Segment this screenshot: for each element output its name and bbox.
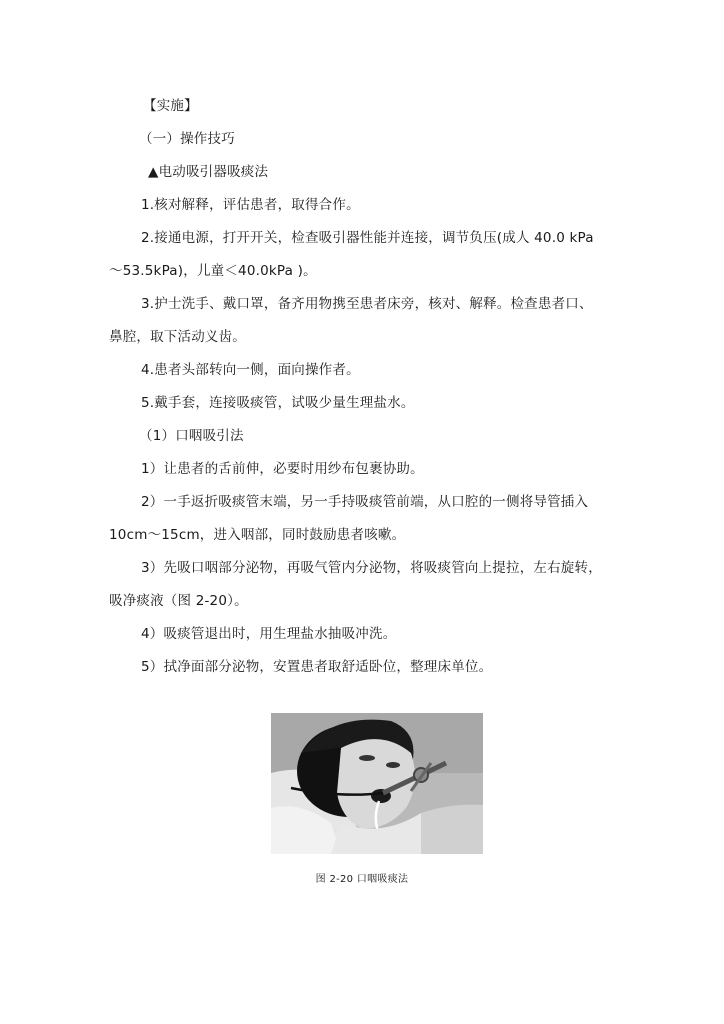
section-heading: 【实施】 <box>143 98 198 114</box>
paragraph-line: 10cm～15cm，进入咽部，同时鼓励患者咳嗽。 <box>109 527 406 543</box>
paragraph-line: 1）让患者的舌前伸，必要时用纱布包裹协助。 <box>141 461 424 477</box>
figure-photo <box>271 713 483 854</box>
paragraph-line: 5.戴手套，连接吸痰管，试吸少量生理盐水。 <box>141 395 415 411</box>
paragraph-line: 5）拭净面部分泌物，安置患者取舒适卧位，整理床单位。 <box>141 659 493 675</box>
paragraph-line: 4.患者头部转向一侧，面向操作者。 <box>141 362 360 378</box>
paragraph-line: 2）一手返折吸痰管末端，另一手持吸痰管前端，从口腔的一侧将导管插入 <box>141 494 589 510</box>
paragraph-line: 吸净痰液（图 2-20）。 <box>109 593 248 609</box>
section-title: （一）操作技巧 <box>139 131 235 147</box>
method-title: （1）口咽吸引法 <box>139 428 244 444</box>
paragraph-line: 2.接通电源，打开开关，检查吸引器性能并连接，调节负压(成人 40.0 kPa <box>141 230 594 246</box>
paragraph-line: 4）吸痰管退出时，用生理盐水抽吸冲洗。 <box>141 626 397 642</box>
subsection-title: ▲电动吸引器吸痰法 <box>148 164 269 180</box>
figure-caption: 图 2-20 口咽吸痰法 <box>315 874 409 885</box>
paragraph-line: 1.核对解释，评估患者，取得合作。 <box>141 197 360 213</box>
paragraph-line: 3）先吸口咽部分泌物，再吸气管内分泌物，将吸痰管向上提拉，左右旋转， <box>141 560 602 576</box>
paragraph-line: 3.护士洗手、戴口罩，备齐用物携至患者床旁，核对、解释。检查患者口、 <box>141 296 593 312</box>
paragraph-line: ～53.5kPa)，儿童＜40.0kPa )。 <box>109 263 317 279</box>
paragraph-line: 鼻腔，取下活动义齿。 <box>109 329 246 345</box>
